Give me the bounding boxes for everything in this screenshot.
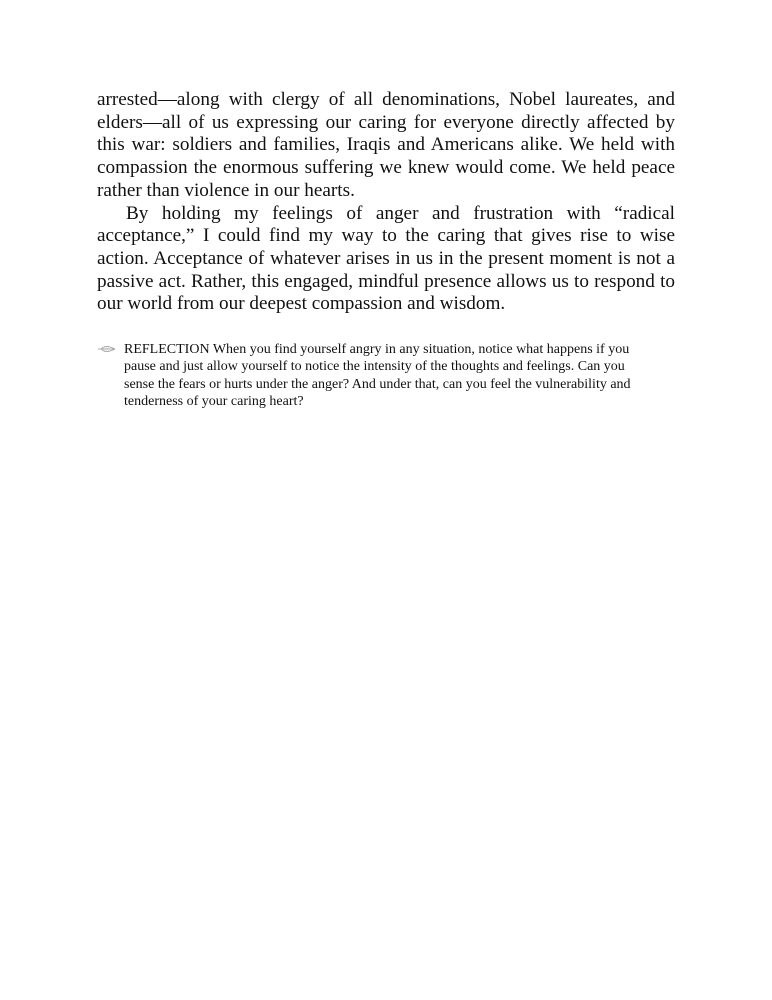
reflection-label: REFLECTION	[124, 342, 210, 358]
body-paragraph: By holding my feelings of anger and frustration with “radical acceptance,” I could find my way to the caring that gives rise to wise action. Acceptance of whatever arises in us in the present moment is not a passive act. Rather, this engaged, mindful presence allows us to respond to our world from our deepest compassion and wisdom.	[97, 202, 675, 315]
body-paragraph: arrested—along with clergy of all denominations, Nobel laureates, and elders—all of us expressing our caring for everyone directly affected by this war: soldiers and families, Iraqis and Americans alike. We held with compassion the enormous suffering we knew would come. We held peace rather than violence in our hearts.	[97, 89, 675, 201]
page-content	[97, 89, 675, 411]
reflection-text: When you find yourself angry in any situation, notice what happens if you pause and just allow yourself to notice the intensity of the thoughts and feelings. Can you sense the fears or hurts under the anger? And under that, can you feel the vulnerability and tenderness of your caring heart?	[124, 342, 631, 410]
feather-icon	[97, 344, 117, 354]
reflection-note	[97, 341, 644, 411]
